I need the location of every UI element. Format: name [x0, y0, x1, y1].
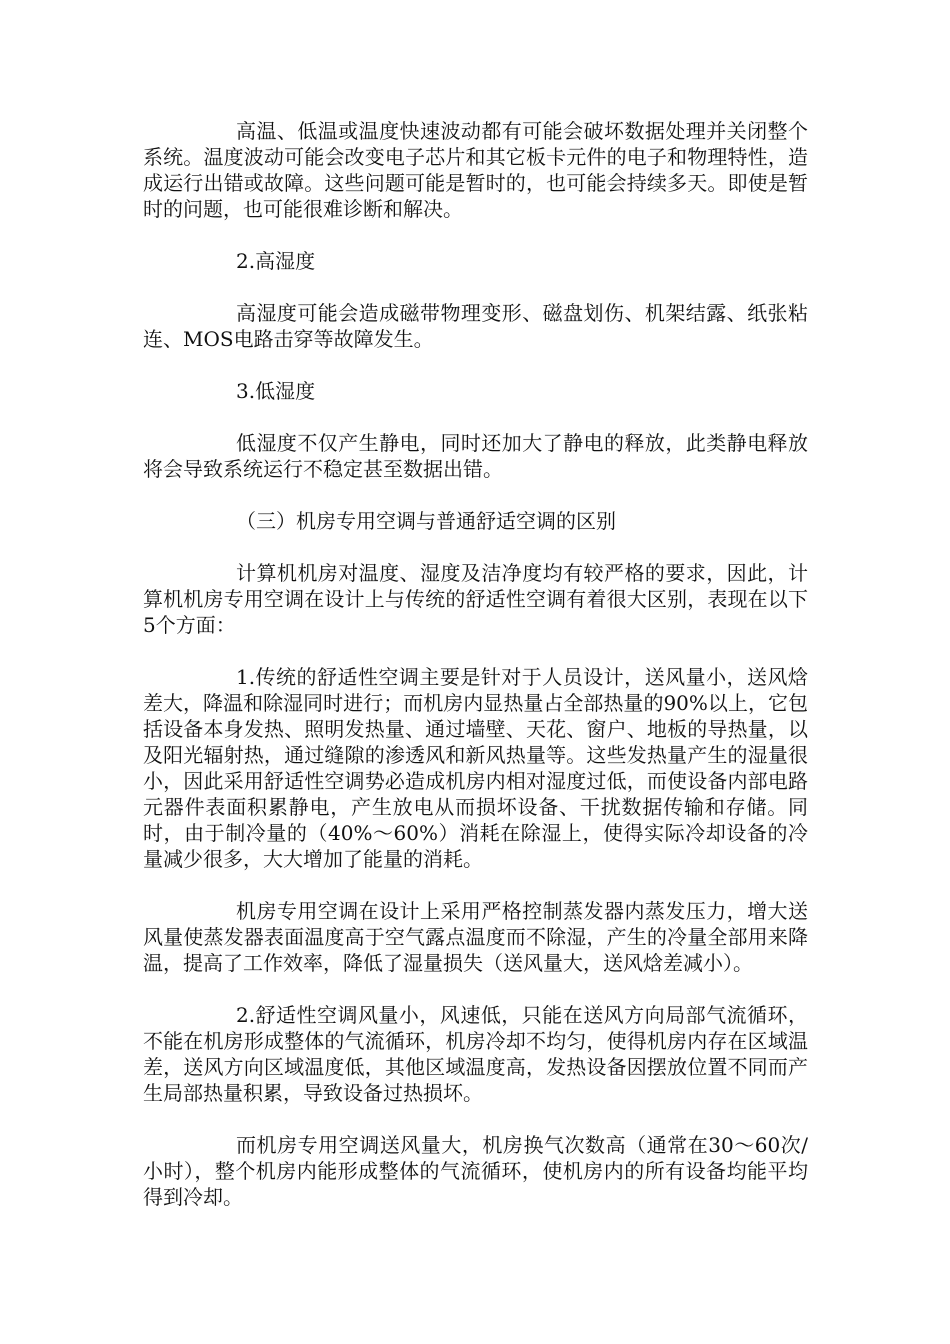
- paragraph-low-humidity: 低湿度不仅产生静电，同时还加大了静电的释放，此类静电释放将会导致系统运行不稳定甚至数据出错。: [143, 431, 808, 481]
- heading-low-humidity: 3.低湿度: [236, 379, 316, 403]
- paragraph-dedicated-ac-design: 机房专用空调在设计上采用严格控制蒸发器内蒸发压力，增大送风量使蒸发器表面温度高于空气露点温度而不除湿，产生的冷量全部用来降温，提高了工作效率，降低了湿量损失（送风量大，送风焓差减小）。: [143, 899, 808, 975]
- document-body: [143, 118, 808, 1236]
- heading-section-three: （三）机房专用空调与普通舒适空调的区别: [236, 509, 616, 533]
- paragraph-temperature-effects: 高温、低温或温度快速波动都有可能会破坏数据处理并关闭整个系统。温度波动可能会改变电子芯片和其它板卡元件的电子和物理特性，造成运行出错或故障。这些问题可能是暂时的，也可能会持续多天。即使是暂时的问题，也可能很难诊断和解决。: [143, 119, 808, 221]
- heading-high-humidity: 2.高湿度: [236, 249, 316, 273]
- paragraph-high-humidity: 高湿度可能会造成磁带物理变形、磁盘划伤、机架结露、纸张粘连、MOS电路击穿等故障发生。: [143, 301, 808, 351]
- paragraph-airflow: 而机房专用空调送风量大，机房换气次数高（通常在30～60次/小时），整个机房内能形成整体的气流循环，使机房内的所有设备均能平均得到冷却。: [143, 1133, 808, 1209]
- paragraph-point-two: 2.舒适性空调风量小，风速低，只能在送风方向局部气流循环，不能在机房形成整体的气流循环，机房冷却不均匀，使得机房内存在区域温差，送风方向区域温度低，其他区域温度高，发热设备因摆放位置不同而产生局部热量积累，导致设备过热损坏。: [143, 1003, 808, 1105]
- paragraph-point-one: 1.传统的舒适性空调主要是针对于人员设计，送风量小，送风焓差大，降温和除湿同时进行；而机房内显热量占全部热量的90%以上，它包括设备本身发热、照明发热量、通过墙壁、天花、窗户、地板的导热量，以及阳光辐射热，通过缝隙的渗透风和新风热量等。这些发热量产生的湿量很小，因此采用舒适性空调势必造成机房内相对湿度过低，而使设备内部电路元器件表面积累静电，产生放电从而损坏设备、干扰数据传输和存储。同时，由于制冷量的（40%～60%）消耗在除湿上，使得实际冷却设备的冷量减少很多，大大增加了能量的消耗。: [143, 665, 808, 871]
- paragraph-requirements: 计算机机房对温度、湿度及洁净度均有较严格的要求，因此，计算机机房专用空调在设计上与传统的舒适性空调有着很大区别，表现在以下5个方面：: [143, 561, 808, 637]
